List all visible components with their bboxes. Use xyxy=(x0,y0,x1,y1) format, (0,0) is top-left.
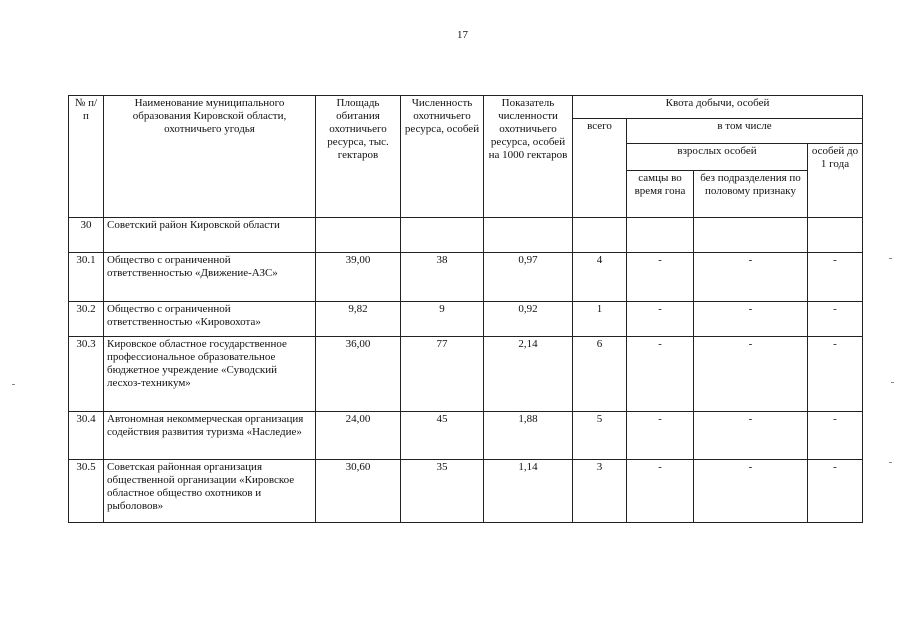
row-area: 36,00 xyxy=(316,337,401,412)
row-num: 30.5 xyxy=(69,460,104,523)
row-density: 0,92 xyxy=(484,302,573,337)
row-density: 2,14 xyxy=(484,337,573,412)
header-total: всего xyxy=(573,119,627,218)
row-nosex xyxy=(694,218,808,253)
row-area: 9,82 xyxy=(316,302,401,337)
table-row xyxy=(69,460,863,523)
row-population: 77 xyxy=(401,337,484,412)
table-row xyxy=(69,302,863,337)
row-num: 30.1 xyxy=(69,253,104,302)
row-population xyxy=(401,218,484,253)
row-name: Советский район Кировской области xyxy=(104,218,316,253)
row-nosex: - xyxy=(694,412,808,460)
row-name: Общество с ограниченной ответственностью «Кировохота» xyxy=(104,302,316,337)
scan-speck xyxy=(12,384,15,385)
row-young: - xyxy=(808,253,863,302)
header-population: Численность охотничьего ресурса, особей xyxy=(401,96,484,218)
row-total: 1 xyxy=(573,302,627,337)
row-num: 30.4 xyxy=(69,412,104,460)
row-males: - xyxy=(627,460,694,523)
row-name: Автономная некоммерческая организация содействия развития туризма «Наследие» xyxy=(104,412,316,460)
row-young: - xyxy=(808,337,863,412)
row-density: 0,97 xyxy=(484,253,573,302)
header-num: № п/п xyxy=(69,96,104,218)
row-area: 24,00 xyxy=(316,412,401,460)
row-males: - xyxy=(627,337,694,412)
header-young: особей до 1 года xyxy=(808,144,863,218)
row-num: 30 xyxy=(69,218,104,253)
row-nosex: - xyxy=(694,337,808,412)
row-name: Советская районная организация общественной организации «Кировское областное общество охотников и рыболовов» xyxy=(104,460,316,523)
scan-speck xyxy=(889,258,892,259)
header-no-sex: без подразделения по половому признаку xyxy=(694,171,808,218)
header-quota: Квота добычи, особей xyxy=(573,96,863,119)
scan-speck xyxy=(889,462,892,463)
row-total: 4 xyxy=(573,253,627,302)
row-population: 38 xyxy=(401,253,484,302)
row-num: 30.2 xyxy=(69,302,104,337)
row-total: 6 xyxy=(573,337,627,412)
row-young: - xyxy=(808,302,863,337)
row-num: 30.3 xyxy=(69,337,104,412)
table-row xyxy=(69,218,863,253)
header-adults: взрослых особей xyxy=(627,144,808,171)
row-name: Общество с ограниченной ответственностью «Движение-АЗС» xyxy=(104,253,316,302)
row-nosex: - xyxy=(694,460,808,523)
row-total xyxy=(573,218,627,253)
header-including: в том числе xyxy=(627,119,863,144)
page-number: 17 xyxy=(457,29,468,41)
row-total: 5 xyxy=(573,412,627,460)
header-name: Наименование муниципального образования Кировской области, охотничьего угодья xyxy=(104,96,316,218)
table-row xyxy=(69,253,863,302)
row-density xyxy=(484,218,573,253)
row-area: 39,00 xyxy=(316,253,401,302)
row-density: 1,14 xyxy=(484,460,573,523)
header-area: Площадь обитания охотничьего ресурса, тыс. гектаров xyxy=(316,96,401,218)
table-row xyxy=(69,412,863,460)
row-population: 35 xyxy=(401,460,484,523)
row-males: - xyxy=(627,253,694,302)
row-nosex: - xyxy=(694,253,808,302)
row-area: 30,60 xyxy=(316,460,401,523)
header-males-rut: самцы во время гона xyxy=(627,171,694,218)
row-males: - xyxy=(627,412,694,460)
row-males xyxy=(627,218,694,253)
row-area xyxy=(316,218,401,253)
row-name: Кировское областное государственное профессиональное образовательное бюджетное учреждение «Суводский лесхоз-техникум» xyxy=(104,337,316,412)
row-nosex: - xyxy=(694,302,808,337)
row-density: 1,88 xyxy=(484,412,573,460)
row-population: 9 xyxy=(401,302,484,337)
row-young xyxy=(808,218,863,253)
row-total: 3 xyxy=(573,460,627,523)
quota-table xyxy=(68,95,863,523)
scan-speck xyxy=(891,382,894,383)
row-young: - xyxy=(808,460,863,523)
row-males: - xyxy=(627,302,694,337)
header-density: Показатель численности охотничьего ресурса, особей на 1000 гектаров xyxy=(484,96,573,218)
row-young: - xyxy=(808,412,863,460)
row-population: 45 xyxy=(401,412,484,460)
table-row xyxy=(69,337,863,412)
